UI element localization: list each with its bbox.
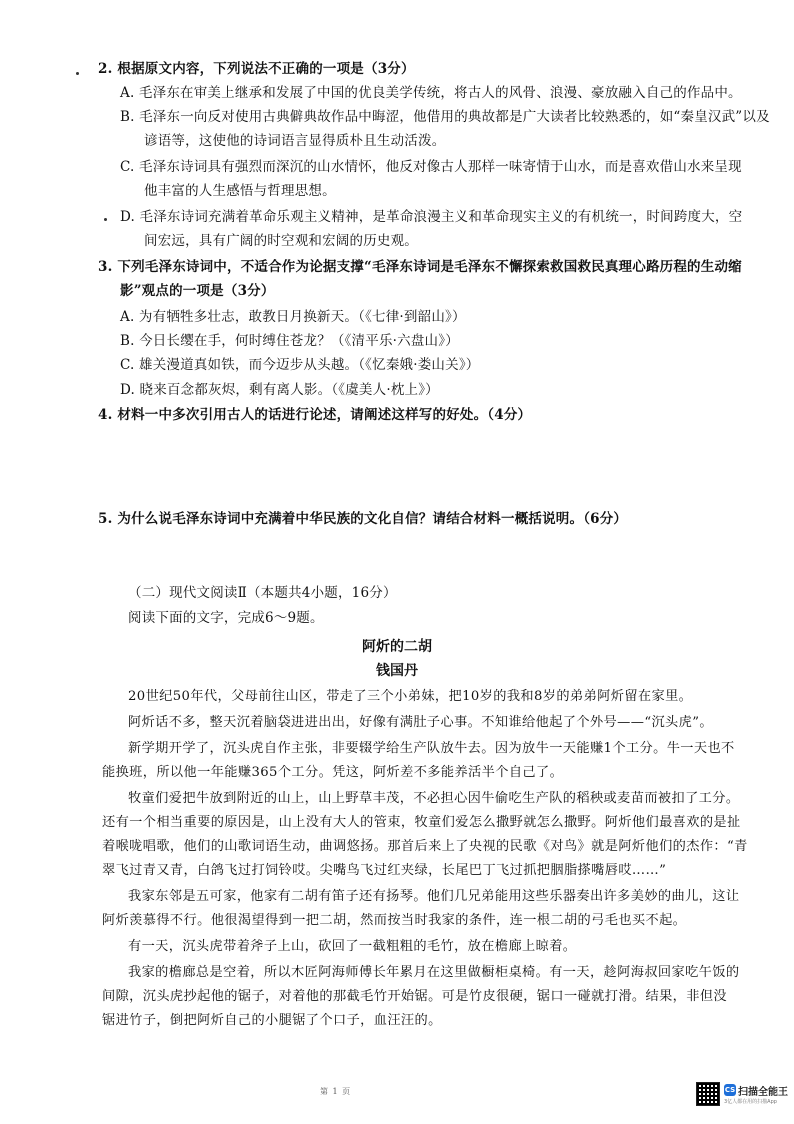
question-2-option-c-cont: 他丰富的人生感悟与哲理思想。: [144, 183, 336, 199]
question-3-option-d: D. 晓来百念都灰烬，剩有离人影。（《虞美人·枕上》）: [120, 382, 439, 398]
question-5: 5. 为什么说毛泽东诗词中充满着中华民族的文化自信？请结合材料一概括说明。（6分）: [98, 511, 628, 527]
question-2-stem: 2. 根据原文内容，下列说法不正确的一项是（3分）: [98, 61, 415, 77]
page-number: 第 1 页: [320, 1087, 352, 1096]
qr-code-icon: [696, 1082, 720, 1106]
story-paragraph-cont: 翠飞过青又青，白鸽飞过打饲铃哎。尖嘴鸟飞过红夹绿，长尾巴丁飞过抓把胭脂搽嘴唇哎……”: [102, 863, 667, 878]
story-title: 阿炘的二胡: [362, 639, 432, 655]
scanner-app-name: 扫描全能王: [738, 1087, 788, 1098]
question-3-stem-cont: 影”观点的一项是（3分）: [120, 283, 275, 299]
story-paragraph-cont: 能换班，所以他一年能赚365个工分。凭这，阿炘差不多能养活半个自己了。: [102, 765, 564, 780]
question-3-option-a: A. 为有牺牲多壮志，敢教日月换新天。（《七律·到韶山》）: [120, 309, 466, 325]
question-3-option-b: B. 今日长缨在手，何时缚住苍龙？（《清平乐·六盘山》）: [120, 333, 459, 349]
story-paragraph: 阿炘话不多，整天沉着脑袋进进出出，好像有满肚子心事。不知谁给他起了个外号——“沉头虎”。: [128, 715, 713, 730]
question-2-option-d-cont: 间宏远，具有广阔的时空观和宏阔的历史观。: [144, 233, 418, 249]
question-2-option-c: C. 毛泽东诗词具有强烈而深沉的山水情怀，他反对像古人那样一味寄情于山水，而是喜欢借山水来呈现: [120, 159, 742, 175]
story-paragraph: 我家东邻是五可家，他家有二胡有笛子还有扬琴。他们几兄弟能用这些乐器奏出许多美妙的曲儿，这让: [128, 889, 740, 904]
scanner-watermark: [696, 1082, 788, 1108]
section-instruction: 阅读下面的文字，完成6～9题。: [128, 610, 324, 626]
section-heading: （二）现代文阅读Ⅱ（本题共4小题，16分）: [128, 585, 397, 601]
question-2-option-d: D. 毛泽东诗词充满着革命乐观主义精神，是革命浪漫主义和革命现实主义的有机统一，时间跨度大，空: [120, 209, 743, 225]
story-paragraph-cont: 着喉咙唱歌，他们的山歌词语生动，曲调悠扬。那首后来上了央视的民歌《对鸟》就是阿炘他们的杰作：“青: [102, 839, 748, 854]
question-2-option-b-cont: 谚语等，这使他的诗词语言显得质朴且生动活泼。: [144, 133, 446, 149]
camscanner-logo-icon: CS: [724, 1086, 736, 1094]
story-paragraph: 牧童们爱把牛放到附近的山上，山上野草丰茂，不必担心因牛偷吃生产队的稻秧或麦苗而被扣了工分。: [128, 791, 740, 806]
story-paragraph-cont: 阿炘羡慕得不行。他很渴望得到一把二胡，然而按当时我家的条件，连一根二胡的弓毛也买不起。: [102, 913, 687, 928]
story-paragraph: 我家的檐廊总是空着，所以木匠阿海师傅长年累月在这里做橱柜桌椅。有一天，趁阿海叔回家吃午饭的: [128, 965, 740, 980]
question-2-option-b: B. 毛泽东一向反对使用古典僻典故作品中晦涩，他借用的典故都是广大读者比较熟悉的，如“秦皇汉武”以及: [120, 109, 770, 125]
question-4: 4. 材料一中多次引用古人的话进行论述，请阐述这样写的好处。（4分）: [98, 407, 532, 423]
question-2-option-a: A. 毛泽东在审美上继承和发展了中国的优良美学传统，将古人的风骨、浪漫、豪放融入自己的作品中。: [120, 85, 742, 101]
story-paragraph-cont: 锯进竹子，倒把阿炘自己的小腿锯了个口子，血汪汪的。: [102, 1013, 442, 1028]
story-paragraph-cont: 间隙，沉头虎抄起他的锯子，对着他的那截毛竹开始锯。可是竹皮很硬，锯口一碰就打滑。结果，非但没: [102, 989, 728, 1004]
question-3-stem: 3. 下列毛泽东诗词中，不适合作为论据支撑“毛泽东诗词是毛泽东不懈探索救国救民真理心路历程的生动缩: [98, 259, 742, 275]
story-paragraph: 有一天，沉头虎带着斧子上山，砍回了一截粗粗的毛竹，放在檐廊上晾着。: [128, 939, 577, 954]
scan-speck: [104, 218, 107, 221]
story-paragraph-cont: 还有一个相当重要的原因是，山上没有大人的管束，牧童们爱怎么撒野就怎么撒野。阿炘他们最喜欢的是扯: [102, 815, 741, 830]
scan-speck: [76, 72, 79, 75]
story-paragraph: 新学期开学了，沉头虎自作主张，非要辍学给生产队放牛去。因为放牛一天能赚1个工分。牛一天也不: [128, 741, 735, 756]
question-3-option-c: C. 雄关漫道真如铁，而今迈步从头越。（《忆秦娥·娄山关》）: [120, 357, 480, 373]
story-author: 钱国丹: [376, 663, 418, 679]
scanner-tagline: 3亿人都在用的扫描App: [724, 1099, 777, 1105]
story-paragraph: 20世纪50年代，父母前往山区，带走了三个小弟妹，把10岁的我和8岁的弟弟阿炘留在家里。: [128, 689, 693, 704]
